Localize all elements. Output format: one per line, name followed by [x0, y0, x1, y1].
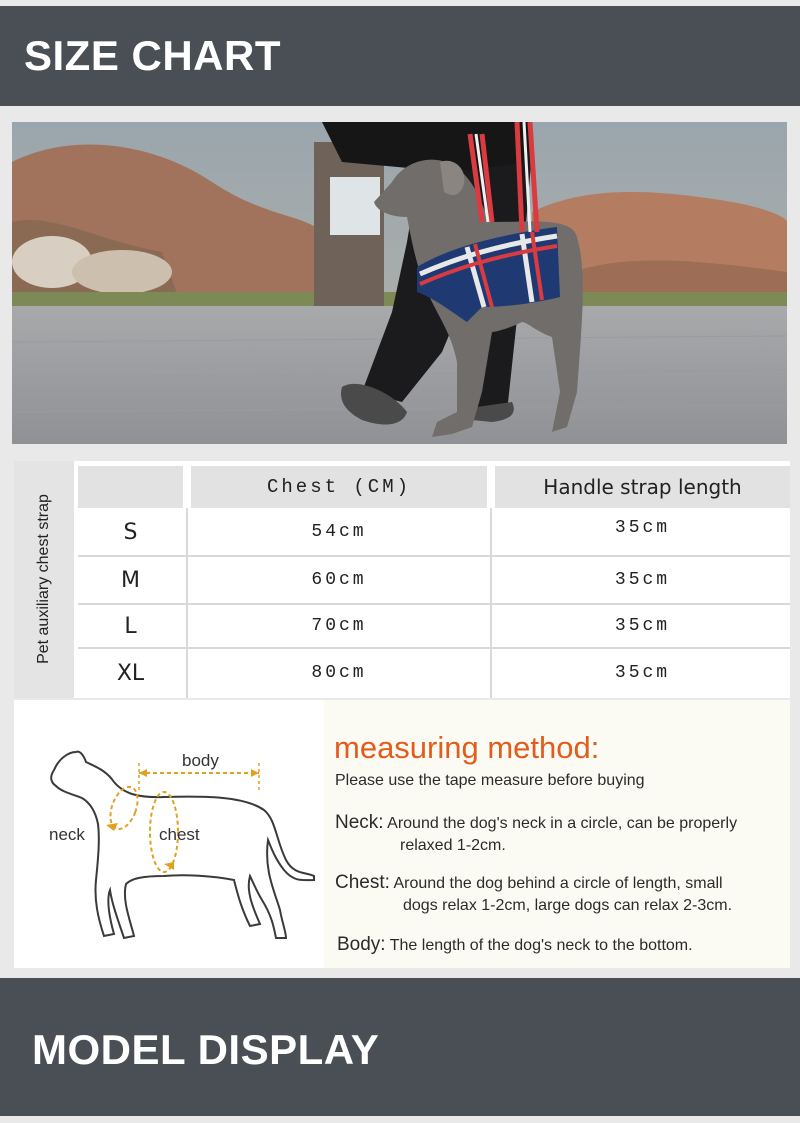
size-chart-banner: [0, 6, 800, 106]
measuring-neck: [335, 812, 737, 834]
neck-text-1: Around the dog's neck in a circle, can be properly: [387, 815, 738, 832]
table-row-chest: 60cm: [311, 570, 367, 590]
dog-diagram-panel: [14, 700, 324, 968]
diagram-body-label: body: [182, 751, 219, 770]
model-photo: [12, 122, 787, 444]
neck-text-2: relaxed 1-2cm.: [400, 837, 506, 854]
table-row-chest: 70cm: [311, 616, 367, 636]
measuring-body: [337, 934, 693, 956]
chest-label: Chest:: [335, 872, 390, 893]
table-row-strap: 35cm: [614, 518, 671, 538]
diagram-chest-label: chest: [159, 825, 200, 844]
measuring-chest: [335, 872, 723, 894]
table-row-chest: 80cm: [311, 663, 367, 683]
measuring-intro: Please use the tape measure before buying: [335, 772, 645, 789]
chest-text-1: Around the dog behind a circle of length, small: [393, 875, 723, 892]
table-row-strap: 35cm: [614, 663, 671, 683]
table-row-size: M: [121, 567, 140, 593]
size-chart-title: SIZE CHART: [24, 32, 281, 79]
table-row-size: XL: [116, 660, 145, 686]
body-text: The length of the dog's neck to the bottom.: [389, 937, 693, 954]
table-row-size: S: [123, 519, 138, 545]
header-empty-cell: [78, 466, 183, 508]
body-label: Body:: [337, 934, 386, 955]
neck-label: Neck:: [335, 812, 384, 833]
table-row-strap: 35cm: [614, 616, 671, 636]
dog-walking-illustration: [12, 122, 787, 444]
chest-text-2: dogs relax 1-2cm, large dogs can relax 2-3cm.: [403, 897, 733, 914]
header-strap-length: Handle strap length: [495, 466, 790, 508]
header-chest: Chest (CM): [191, 466, 487, 508]
model-display-banner: [0, 978, 800, 1116]
table-row-chest: 54cm: [311, 522, 367, 542]
table-side-label: Pet auxiliary chest strap: [14, 461, 74, 698]
measuring-title: measuring method:: [334, 730, 600, 765]
model-display-title: MODEL DISPLAY: [32, 1026, 380, 1073]
measuring-section: [14, 700, 790, 968]
diagram-neck-label: neck: [49, 825, 85, 844]
table-row-size: L: [124, 613, 137, 639]
size-table: [14, 461, 790, 698]
table-row-strap: 35cm: [614, 570, 671, 590]
dog-outline-diagram: [14, 700, 324, 968]
